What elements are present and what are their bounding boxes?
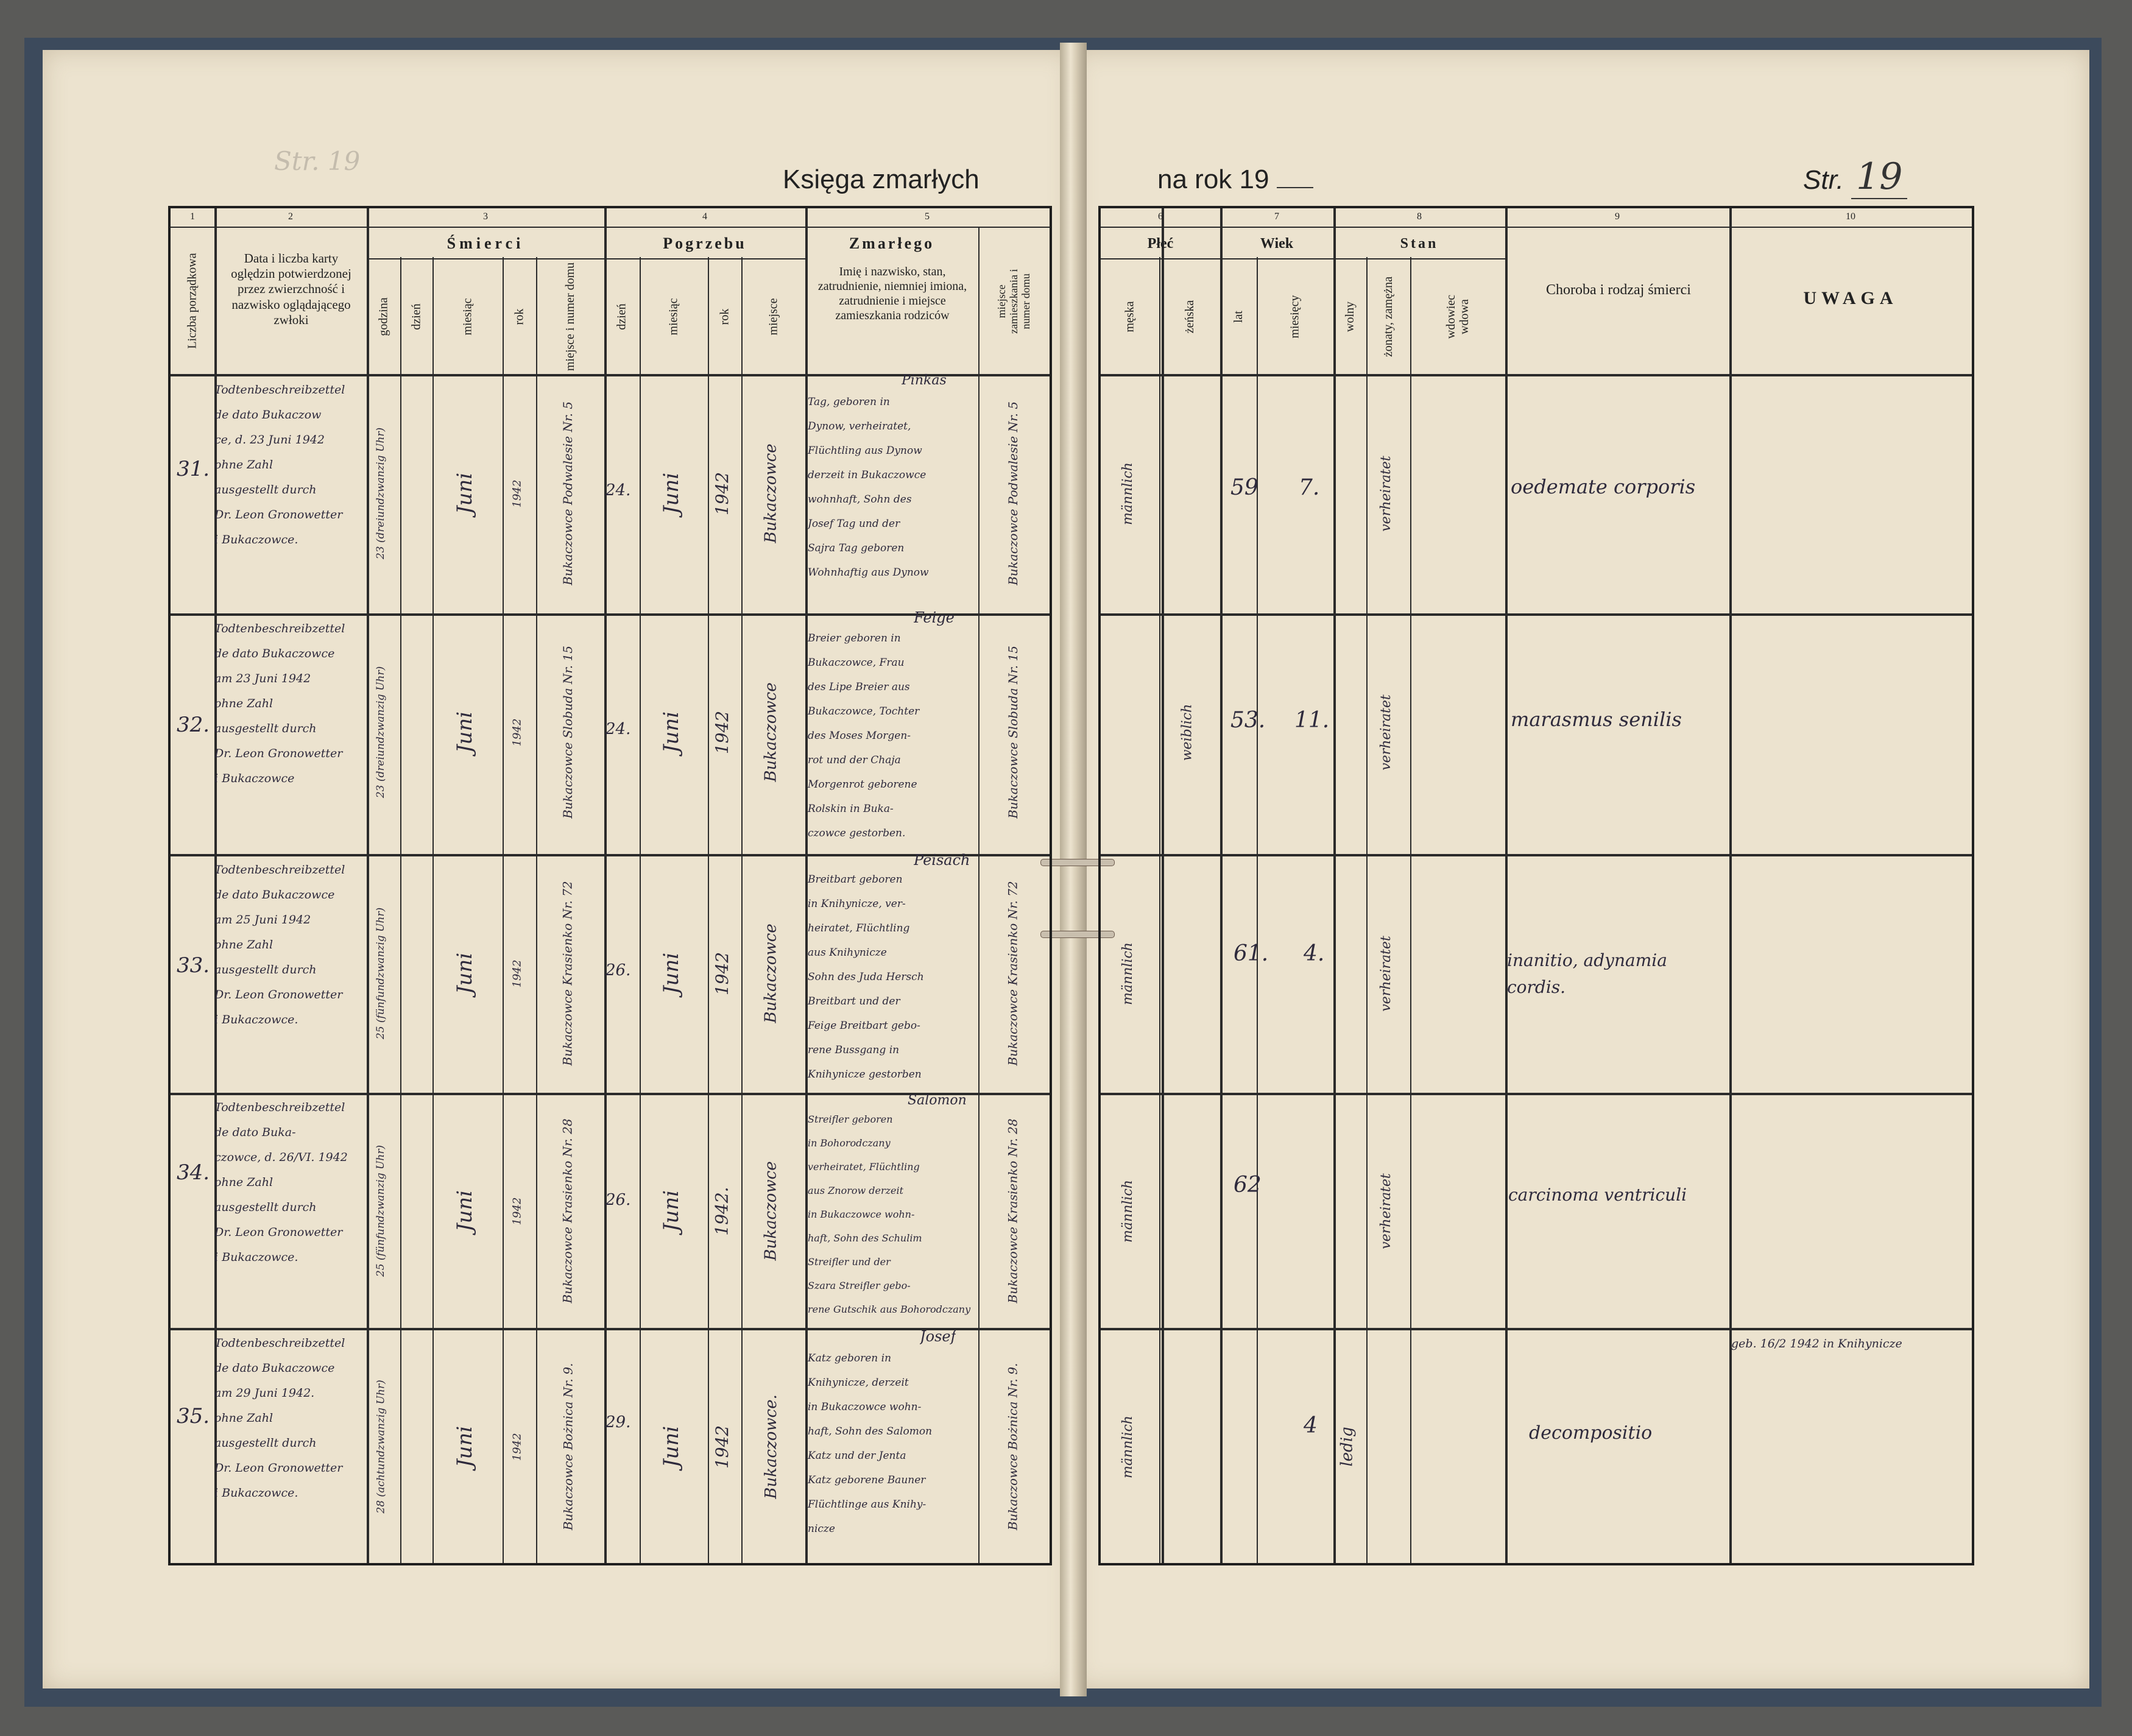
page-number: 19 — [1851, 155, 1907, 199]
year-blank — [1277, 187, 1313, 188]
deceased-given-name: Josef — [920, 1328, 956, 1345]
cause-of-death: inanitio, adynamia cordis. — [1507, 950, 1667, 997]
death-place: Bukaczowce Krasienko Nr. 72 — [560, 881, 576, 1066]
year-label — [1157, 164, 1313, 195]
inspection-card: Todtenbeschreibzettel de dato Bukaczowce am 29 Juni 1942. ohne Zahl ausgestellt durch Dr. Leon Gronowetter i Bukaczowce. — [214, 1336, 345, 1500]
burial-place: Bukaczowce — [761, 443, 780, 543]
deceased-details: Tag, geboren in Dynow, verheiratet, Flüchtling aus Dynow derzeit in Bukaczowce wohnhaft, Sohn des Josef Tag und der Sajra Tag geboren Wohnhaftig aus Dynow — [808, 396, 929, 579]
death-year: 1942 — [510, 1433, 523, 1461]
subheader-burial-year: rok — [718, 308, 732, 325]
age-years: 59 — [1230, 475, 1258, 500]
column-number: 2 — [288, 211, 293, 222]
burial-place: Bukaczowce — [761, 923, 780, 1023]
burial-place: Bukaczowce. — [761, 1394, 780, 1499]
col-header-card: Data i liczba karty oględzin potwierdzonej przez zwierzchność i nazwisko oglądającego zwłoki — [231, 251, 351, 327]
deceased-given-name: Pinkas — [902, 373, 947, 388]
column-number: 8 — [1417, 211, 1422, 222]
col-header-death: Śmierci — [447, 235, 524, 252]
column-number: 3 — [483, 211, 488, 222]
book-title: Księga zmarłych — [783, 164, 980, 194]
subheader-male: męska — [1123, 301, 1137, 333]
status-married: verheiratet — [1378, 935, 1394, 1012]
subheader-residence: miejsce zamieszkania i numer domu — [995, 269, 1032, 334]
death-month: Juni — [453, 472, 478, 515]
col-header-number: Liczba porządkowa — [186, 253, 200, 349]
page-label-text: Str. — [1803, 165, 1844, 195]
subheader-female: żeńska — [1182, 300, 1196, 334]
burial-month: Juni — [659, 952, 683, 995]
age-years: 61. — [1234, 941, 1269, 966]
age-months: 4. — [1304, 941, 1325, 966]
sex-male: männlich — [1120, 942, 1135, 1005]
subheader-hour: godzina — [376, 297, 390, 336]
subheader-burial-month: miesiąc — [667, 298, 680, 336]
column-number: 10 — [1846, 211, 1855, 222]
subheader-burial-day: dzień — [615, 303, 629, 330]
column-number: 4 — [702, 211, 707, 222]
burial-year: 1942. — [712, 1186, 733, 1236]
col-header-status: Stan — [1400, 236, 1439, 252]
death-hour: 28 (achtundzwanzig Uhr) — [375, 1380, 387, 1514]
sex-male: männlich — [1120, 462, 1135, 525]
cause-of-death: carcinoma ventriculi — [1508, 1185, 1687, 1205]
status-married: verheiratet — [1378, 455, 1394, 532]
column-number: 7 — [1274, 211, 1279, 222]
deceased-given-name: Peisach — [914, 852, 970, 869]
death-year: 1942 — [510, 479, 523, 507]
burial-year: 1942 — [712, 951, 733, 995]
burial-year: 1942 — [712, 710, 733, 754]
burial-month: Juni — [659, 711, 683, 753]
residence: Bukaczowce Krasienko Nr. 28 — [1005, 1118, 1020, 1304]
burial-day: 26. — [605, 1191, 631, 1209]
death-month: Juni — [453, 711, 478, 753]
death-month: Juni — [453, 1190, 478, 1232]
residence: Bukaczowce Bożnica Nr. 9. — [1005, 1363, 1020, 1531]
deceased-given-name: Salomon — [908, 1093, 967, 1108]
burial-year: 1942 — [712, 1425, 733, 1469]
year-label-text: na rok 19 — [1157, 164, 1269, 194]
subheader-day: dzień — [409, 303, 423, 330]
inspection-card: Todtenbeschreibzettel de dato Buka- czowce, d. 26/VI. 1942 ohne Zahl ausgestellt durch Dr. Leon Gronowetter i Bukaczowce. — [214, 1101, 348, 1264]
age-months: 4 — [1304, 1413, 1318, 1438]
col-header-burial: Pogrzebu — [663, 235, 747, 252]
status-married: verheiratet — [1378, 1173, 1394, 1249]
status-single: ledig — [1338, 1427, 1357, 1467]
age-years: 53. — [1230, 708, 1266, 733]
burial-day: 26. — [605, 961, 631, 979]
col-header-deceased: Zmarłego — [849, 235, 935, 252]
deceased-details: Breitbart geboren in Knihynicze, ver- heiratet, Flüchtling aus Knihynicze Sohn des Juda Hersch Breitbart und der Feige Breitbart gebo- rene Bussgang in Knihynicze gestorben — [808, 873, 924, 1081]
subheader-married: żonaty, zamężna — [1382, 277, 1396, 357]
deceased-details: Streifler geboren in Bohorodczany verheiratet, Flüchtling aus Znorow derzeit in Bukaczowce wohn- haft, Sohn des Schulim Streifler und der Szara Streifler gebo- rene Gutschik aus Bohorodczany — [808, 1113, 971, 1315]
burial-day: 24. — [605, 481, 631, 499]
subheader-single: wolny — [1343, 302, 1357, 332]
col-header-sex: Płeć — [1147, 236, 1174, 252]
death-place: Bukaczowce Bożnica Nr. 9. — [560, 1363, 576, 1531]
burial-day: 24. — [605, 720, 631, 738]
deceased-given-name: Feige — [914, 609, 955, 626]
entry-number: 32. — [177, 713, 210, 737]
burial-place: Bukaczowce — [761, 682, 780, 782]
entry-number: 34. — [177, 1160, 210, 1185]
death-month: Juni — [453, 952, 478, 995]
col-header-cause: Choroba i rodzaj śmierci — [1546, 282, 1691, 298]
subheader-year: rok — [512, 308, 526, 325]
burial-place: Bukaczowce — [761, 1161, 780, 1261]
death-year: 1942 — [510, 718, 523, 746]
col-header-deceased-text: Imię i nazwisko, stan, zatrudnienie, niemniej imiona, zatrudnienie i miejsce zamieszkania rodziców — [817, 265, 967, 322]
right-register-table — [1098, 206, 1974, 1565]
column-number: 1 — [190, 211, 195, 222]
death-hour: 23 (dreiundzwanzig Uhr) — [375, 427, 387, 560]
subheader-months: miesięcy — [1288, 295, 1302, 339]
book-spine — [1060, 43, 1087, 1696]
burial-month: Juni — [659, 472, 683, 515]
death-year: 1942 — [510, 959, 523, 987]
entry-number: 31. — [177, 457, 210, 481]
residence: Bukaczowce Slobuda Nr. 15 — [1005, 646, 1020, 819]
death-place: Bukaczowce Slobuda Nr. 15 — [560, 646, 576, 819]
residence: Bukaczowce Podwalesie Nr. 5 — [1005, 401, 1020, 585]
inspection-card: Todtenbeschreibzettel de dato Bukaczow ce, d. 23 Juni 1942 ohne Zahl ausgestellt durch Dr. Leon Gronowetter i Bukaczowce. — [214, 383, 345, 546]
residence: Bukaczowce Krasienko Nr. 72 — [1005, 881, 1020, 1066]
cause-of-death: marasmus senilis — [1511, 708, 1682, 731]
subheader-burial-place: miejsce — [766, 298, 780, 336]
sex-male: männlich — [1120, 1179, 1135, 1243]
column-number: 5 — [925, 211, 930, 222]
col-header-remarks: UWAGA — [1803, 288, 1898, 308]
age-years: 62 — [1234, 1173, 1262, 1198]
death-hour: 25 (fünfundzwanzig Uhr) — [375, 907, 387, 1040]
sex-female: weiblich — [1179, 704, 1195, 761]
deceased-details: Breier geboren in Bukaczowce, Frau des Lipe Breier aus Bukaczowce, Tochter des Moses Morgen- rot und der Chaja Morgenrot geborene Rolskin in Buka- czowce gestorben. — [808, 632, 920, 839]
cause-of-death: oedemate corporis — [1511, 475, 1696, 498]
death-month: Juni — [453, 1425, 478, 1468]
deceased-details: Katz geboren in Knihynicze, derzeit in Bukaczowce wohn- haft, Sohn des Salomon Katz und der Jenta Katz geborene Bauner Flüchtlinge aus Knihy- nicze — [808, 1352, 933, 1535]
subheader-years: lat — [1232, 311, 1245, 323]
death-hour: 25 (fünfundzwanzig Uhr) — [375, 1145, 387, 1277]
subheader-widowed: wdowiec wdowa — [1444, 294, 1471, 339]
column-number: 6 — [1158, 211, 1163, 222]
death-hour: 23 (dreiundzwanzig Uhr) — [375, 666, 387, 799]
status-married: verheiratet — [1378, 694, 1394, 771]
inspection-card: Todtenbeschreibzettel de dato Bukaczowce am 25 Juni 1942 ohne Zahl ausgestellt durch Dr. Leon Gronowetter i Bukaczowce. — [214, 863, 345, 1026]
age-months: 7. — [1299, 475, 1320, 500]
subheader-month: miesiąc — [461, 298, 475, 336]
remark: geb. 16/2 1942 in Knihynicze — [1731, 1337, 1902, 1350]
entry-number: 35. — [177, 1404, 210, 1428]
burial-day: 29. — [605, 1413, 631, 1431]
column-number: 9 — [1615, 211, 1620, 222]
burial-month: Juni — [659, 1425, 683, 1468]
death-year: 1942 — [510, 1197, 523, 1225]
cause-of-death: decompositio — [1529, 1422, 1653, 1444]
subheader-death-place: miejsce i numer domu — [563, 262, 577, 372]
page-label — [1803, 155, 1907, 198]
sex-male: männlich — [1120, 1415, 1135, 1478]
age-months: 11. — [1294, 708, 1330, 733]
col-header-age: Wiek — [1260, 236, 1294, 252]
burial-year: 1942 — [712, 471, 733, 515]
death-place: Bukaczowce Podwalesie Nr. 5 — [560, 401, 575, 585]
ghost-page-number: Str. 19 — [274, 146, 361, 176]
entry-number: 33. — [177, 953, 210, 978]
death-place: Bukaczowce Krasienko Nr. 28 — [560, 1118, 576, 1304]
inspection-card: Todtenbeschreibzettel de dato Bukaczowce am 23 Juni 1942 ohne Zahl ausgestellt durch Dr. Leon Gronowetter i Bukaczowce — [214, 622, 345, 785]
burial-month: Juni — [659, 1190, 683, 1232]
